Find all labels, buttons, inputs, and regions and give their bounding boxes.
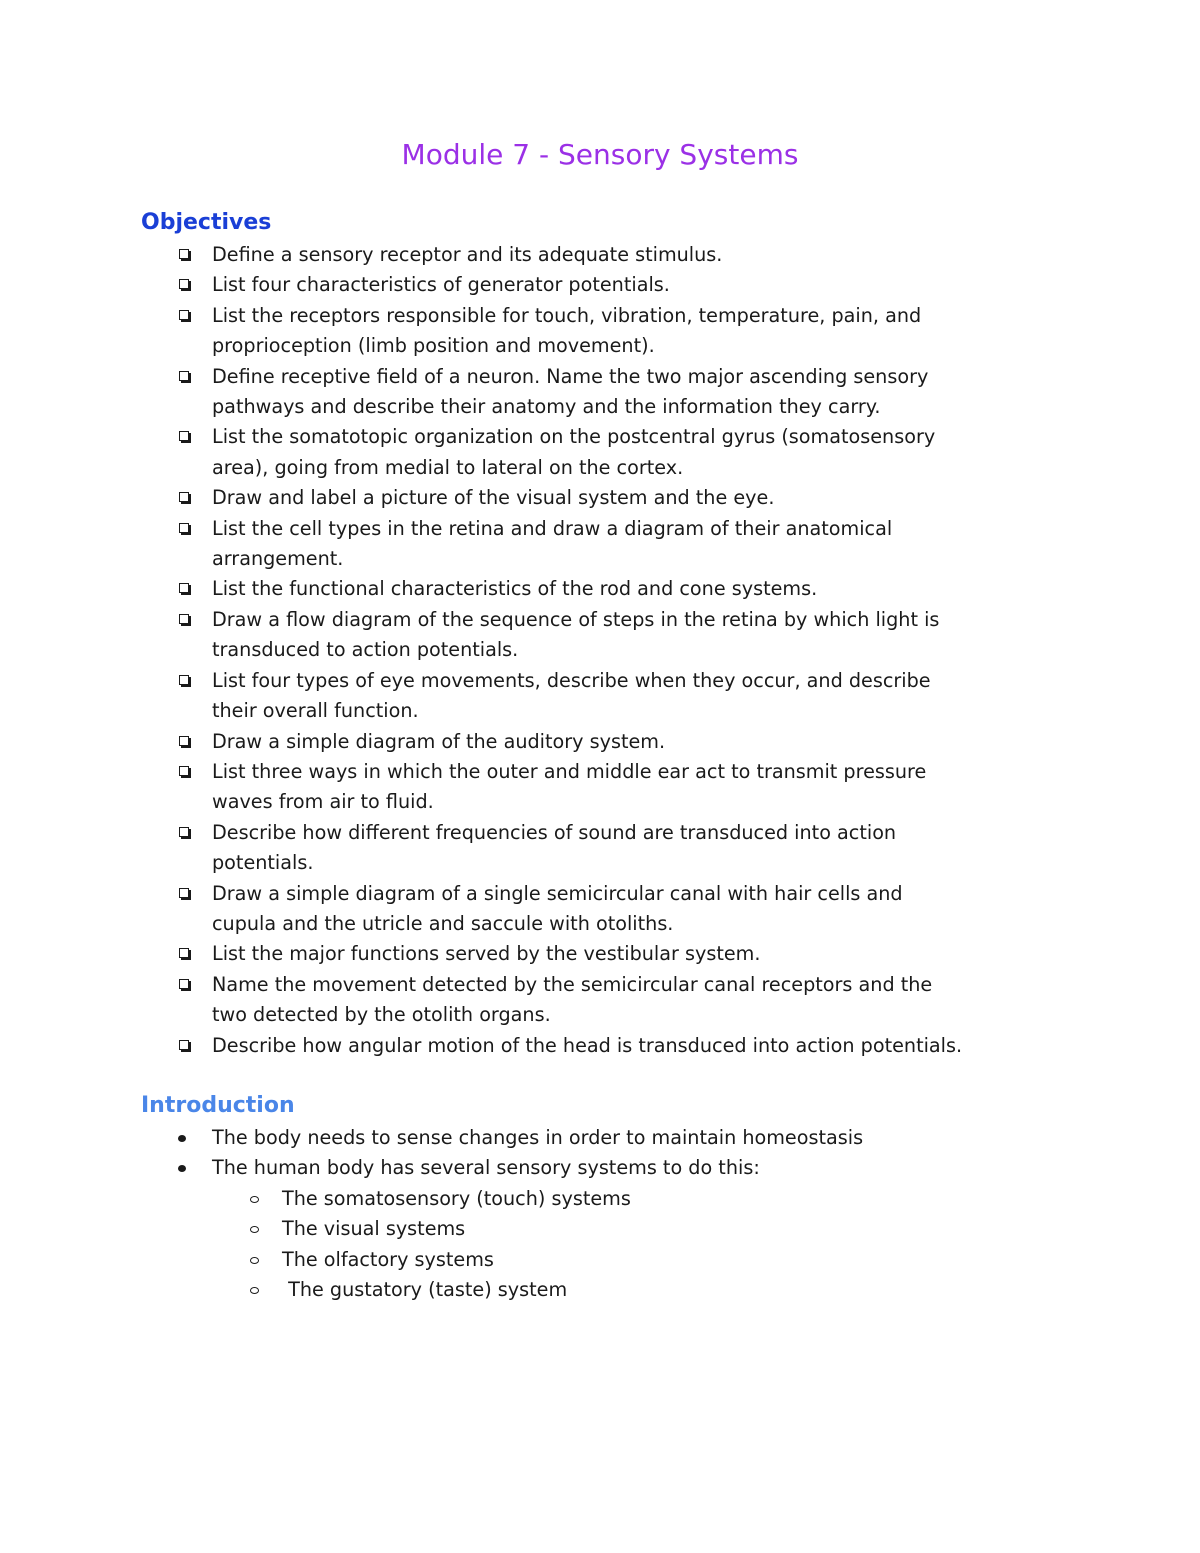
objective-item — [0, 270, 1200, 300]
checkbox-icon — [179, 979, 189, 989]
objective-text: Define receptive field of a neuron. Name the two major ascending sensory pathways and describe their anatomy and the information they carry. — [212, 364, 929, 419]
objectives-list — [0, 240, 1200, 1061]
bullet-dot-icon — [178, 1135, 186, 1142]
checkbox-icon — [179, 766, 189, 776]
objective-text: List the somatotopic organization on the postcentral gyrus (somatosensory area), going from medial to lateral on the cortex. — [212, 425, 936, 479]
checkbox-icon — [179, 1040, 189, 1050]
sub-bullet-text: The somatosensory (touch) systems — [282, 1186, 631, 1210]
sub-list-item — [212, 1184, 1200, 1214]
sub-bullet-text: The visual systems — [282, 1217, 466, 1241]
bullet-text: The body needs to sense changes in order to maintain homeostasis — [212, 1126, 864, 1149]
checkbox-icon — [179, 583, 189, 593]
objective-item — [0, 605, 1200, 666]
sub-list-item — [212, 1245, 1200, 1275]
checkbox-icon — [179, 279, 189, 289]
objective-item — [0, 939, 1200, 969]
objective-item — [0, 757, 1200, 818]
objective-text: Draw a simple diagram of the auditory system. — [212, 729, 666, 753]
objective-text: Draw a flow diagram of the sequence of steps in the retina by which light is transduced to action potentials. — [212, 607, 940, 662]
objective-item — [0, 727, 1200, 757]
checkbox-icon — [179, 431, 189, 441]
objective-item — [0, 1031, 1200, 1061]
checkbox-icon — [179, 310, 189, 320]
sub-list-item — [212, 1214, 1200, 1244]
hollow-circle-icon — [250, 1226, 259, 1233]
sub-bullet-text: The gustatory (taste) system — [282, 1278, 568, 1302]
objectives-heading: Objectives — [141, 210, 272, 235]
objective-text: Define a sensory receptor and its adequate stimulus. — [212, 243, 723, 266]
checkbox-icon — [179, 523, 189, 533]
objective-item — [0, 240, 1200, 270]
page-title: Module 7 - Sensory Systems — [401, 138, 799, 171]
sub-bullet-text: The olfactory systems — [282, 1247, 494, 1271]
objective-text: Draw a simple diagram of a single semicircular canal with hair cells and cupula and the utricle and saccule with otoliths. — [212, 881, 903, 935]
checkbox-icon — [179, 492, 189, 502]
introduction-heading: Introduction — [141, 1093, 295, 1118]
objective-text: List the cell types in the retina and draw a diagram of their anatomical arrangement. — [212, 516, 893, 571]
objective-text: List the functional characteristics of the rod and cone systems. — [212, 577, 818, 601]
bullet-text: The human body has several sensory systems to do this: — [212, 1156, 760, 1180]
objective-text: List three ways in which the outer and middle ear act to transmit pressure waves from air to fluid. — [212, 759, 927, 814]
checkbox-icon — [179, 249, 189, 259]
objective-item — [0, 818, 1200, 879]
checkbox-icon — [179, 614, 189, 624]
checkbox-icon — [179, 736, 189, 746]
objective-text: Describe how different frequencies of sound are transduced into action potentials. — [212, 820, 897, 875]
checkbox-icon — [179, 675, 189, 685]
objective-item — [0, 970, 1200, 1031]
checkbox-icon — [179, 948, 189, 958]
objective-text: Name the movement detected by the semicircular canal receptors and the two detected by the otolith organs. — [212, 972, 933, 1027]
objective-item — [0, 574, 1200, 604]
hollow-circle-icon — [250, 1287, 259, 1294]
list-item — [0, 1153, 1200, 1305]
objective-text: List four characteristics of generator potentials. — [212, 273, 670, 297]
objective-text: List four types of eye movements, describe when they occur, and describe their overall function. — [212, 668, 931, 723]
checkbox-icon — [179, 371, 189, 381]
objective-text: Draw and label a picture of the visual system and the eye. — [212, 486, 775, 510]
objective-item — [0, 879, 1200, 940]
sub-list-item — [212, 1275, 1200, 1305]
objective-item — [0, 483, 1200, 513]
objective-text: List the receptors responsible for touch, vibration, temperature, pain, and proprioception (limb position and movement). — [212, 303, 922, 358]
bullet-dot-icon — [178, 1165, 186, 1172]
hollow-circle-icon — [250, 1257, 259, 1264]
objective-text: List the major functions served by the vestibular system. — [212, 942, 761, 966]
objective-item — [0, 301, 1200, 362]
objective-item — [0, 362, 1200, 423]
objective-item — [0, 666, 1200, 727]
list-item — [0, 1123, 1200, 1153]
introduction-list — [0, 1123, 1200, 1305]
hollow-circle-icon — [250, 1196, 259, 1203]
objective-item — [0, 422, 1200, 483]
objective-item — [0, 514, 1200, 575]
checkbox-icon — [179, 888, 189, 898]
checkbox-icon — [179, 827, 189, 837]
objective-text: Describe how angular motion of the head is transduced into action potentials. — [212, 1033, 963, 1057]
sensory-systems-sublist — [212, 1184, 1200, 1306]
